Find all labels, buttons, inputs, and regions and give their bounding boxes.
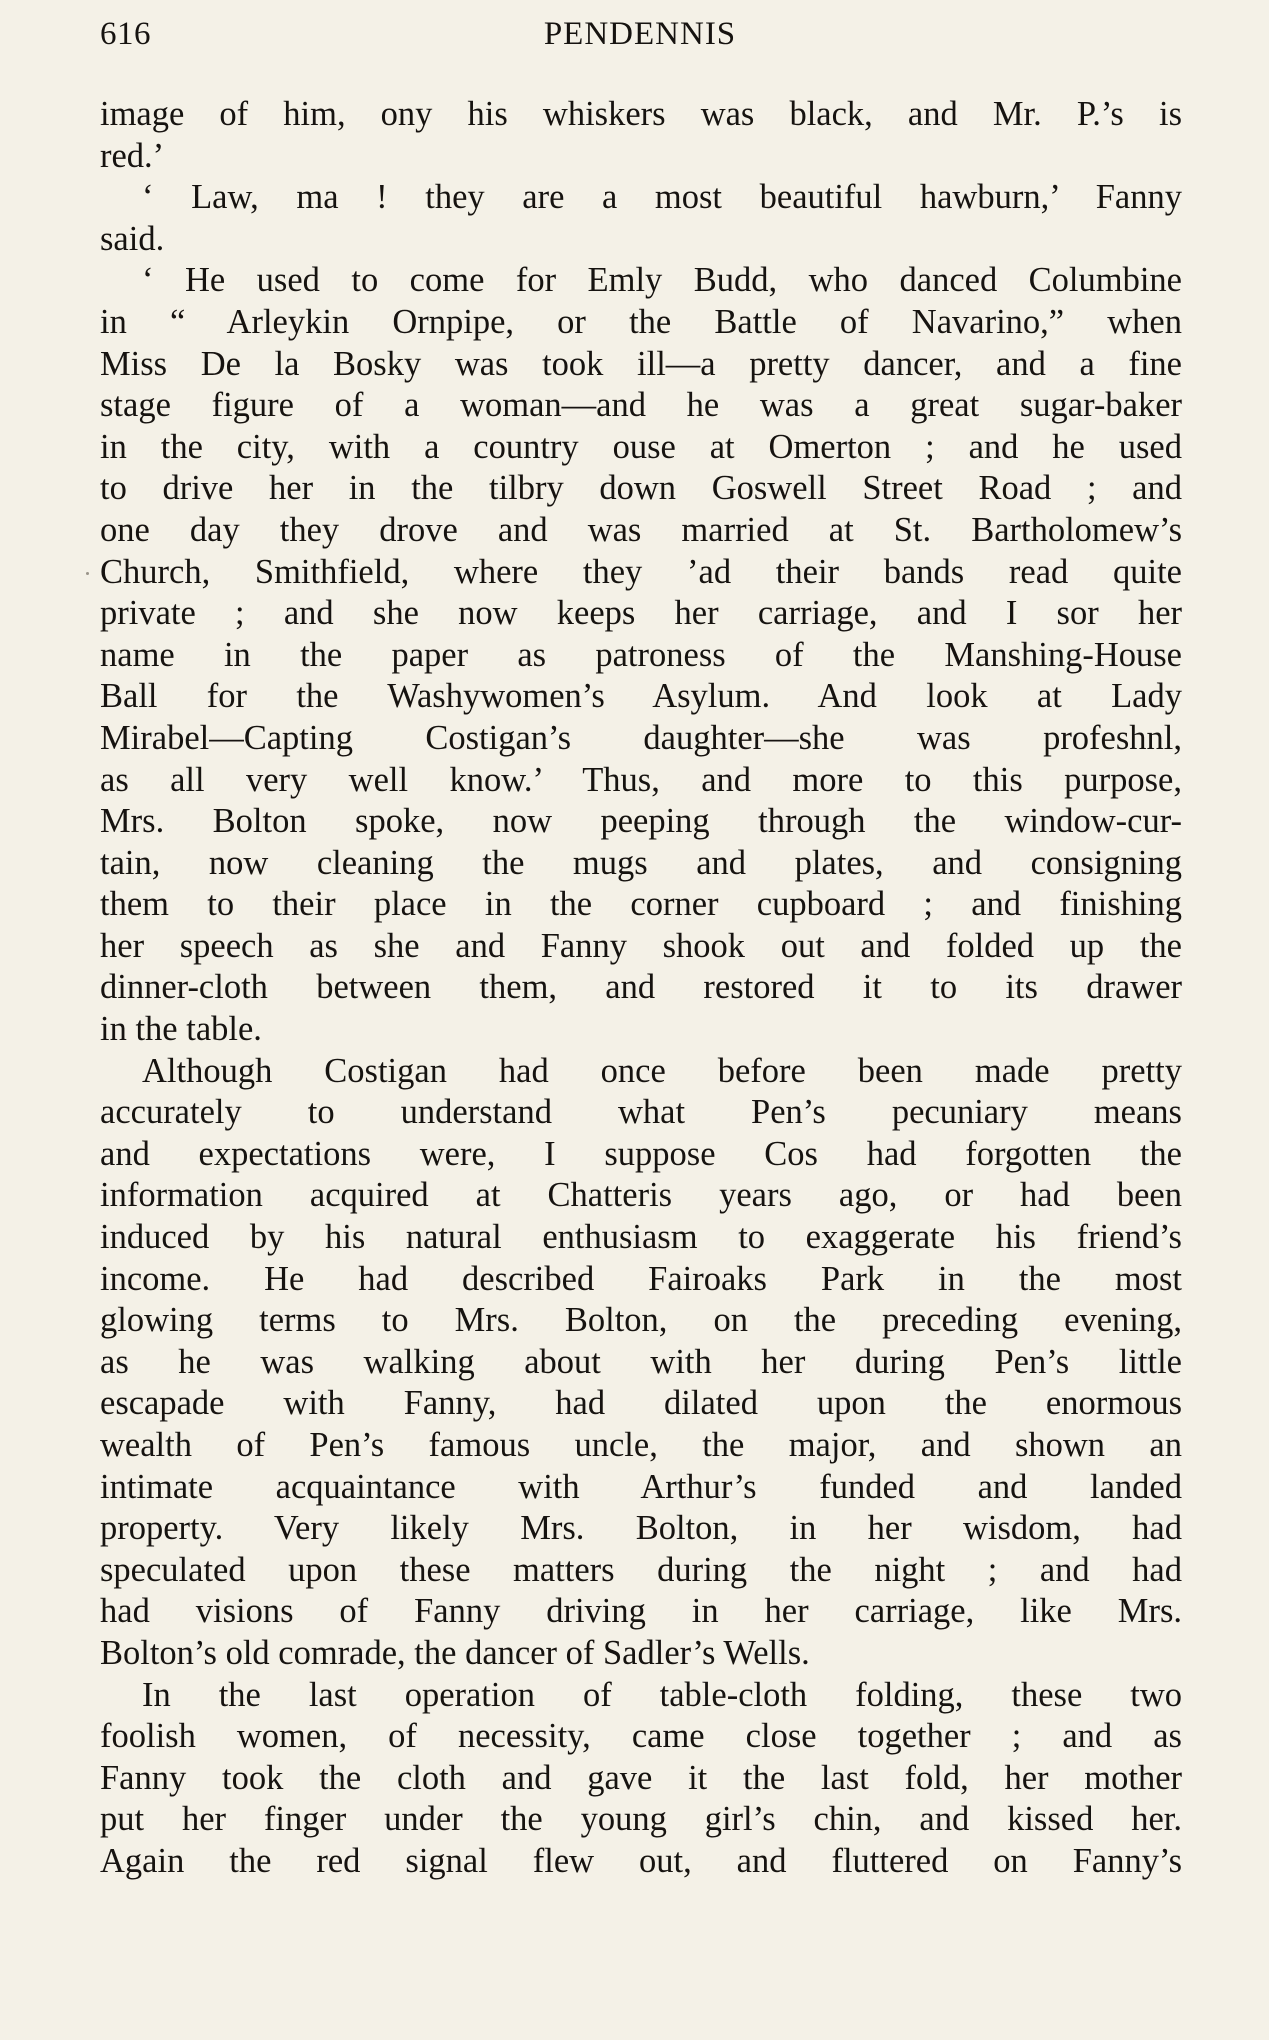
text-line: In the last operation of table-cloth folding, these two [142,1675,1182,1714]
text-line: intimate acquaintance with Arthur’s funded and landed [100,1467,1182,1506]
text-line: speculated upon these matters during the night ; and had [100,1550,1182,1589]
text-line: Again the red signal flew out, and fluttered on Fanny’s [100,1841,1182,1880]
text-line: Bolton’s old comrade, the dancer of Sadler’s Wells. [100,1633,810,1672]
text-line: them to their place in the corner cupboard ; and finishing [100,885,1182,924]
text-line: foolish women, of necessity, came close together ; and as [100,1717,1182,1756]
text-line: one day they drove and was married at St. Bartholomew’s [100,510,1182,549]
text-line: property. Very likely Mrs. Bolton, in her wisdom, had [100,1509,1182,1548]
running-title: PENDENNIS [543,16,737,52]
running-head [100,16,1180,66]
text-line: said. [100,219,165,258]
text-line: name in the paper as patroness of the Manshing-House [100,635,1182,674]
text-line: tain, now cleaning the mugs and plates, and consigning [100,843,1182,882]
paragraph [100,94,1182,177]
text-line: ‘ Law, ma ! they are a most beautiful hawburn,’ Fanny [142,178,1182,217]
text-line: Mirabel—Capting Costigan’s daughter—she was profeshnl, [100,718,1182,757]
text-line: escapade with Fanny, had dilated upon the enormous [100,1384,1182,1423]
margin-dot [86,572,89,575]
text-line: put her finger under the young girl’s chin, and kissed her. [100,1800,1182,1839]
text-line: as he was walking about with her during Pen’s little [100,1342,1182,1381]
text-line: wealth of Pen’s famous uncle, the major, and shown an [100,1426,1182,1464]
text-line: had visions of Fanny driving in her carriage, like Mrs. [100,1592,1182,1631]
text-line: her speech as she and Fanny shook out and folded up the [100,926,1182,965]
paragraph [100,260,1182,1050]
paragraph [100,177,1182,260]
text-line: Church, Smithfield, where they ’ad their bands read quite [100,552,1182,591]
text-line: in the city, with a country ouse at Omerton ; and he used [100,427,1182,466]
text-line: private ; and she now keeps her carriage, and I sor her [100,594,1182,633]
text-line: in the table. [100,1010,262,1049]
body-text [100,94,1182,1883]
text-line: Although Costigan had once before been made pretty [142,1051,1182,1090]
text-line: income. He had described Fairoaks Park in the most [100,1259,1182,1298]
page-number: 616 [100,16,151,52]
paragraph [100,1051,1182,1675]
text-line: stage figure of a woman—and he was a great sugar-baker [100,386,1182,425]
text-line: dinner-cloth between them, and restored it to its drawer [100,968,1182,1007]
text-line: Miss De la Bosky was took ill—a pretty dancer, and a fine [100,344,1182,383]
text-line: glowing terms to Mrs. Bolton, on the preceding evening, [100,1301,1182,1340]
text-line: Mrs. Bolton spoke, now peeping through the window-cur- [100,802,1182,841]
text-line: Fanny took the cloth and gave it the last fold, her mother [100,1758,1182,1797]
text-line: induced by his natural enthusiasm to exaggerate his friend’s [100,1218,1182,1257]
text-line: image of him, ony his whiskers was black, and Mr. P.’s is [100,95,1182,133]
text-line: and expectations were, I suppose Cos had forgotten the [100,1134,1182,1173]
text-line: ‘ He used to come for Emly Budd, who danced Columbine [142,261,1182,300]
text-line: red.’ [100,136,165,175]
text-line: in “ Arleykin Ornpipe, or the Battle of Navarino,” when [100,302,1182,341]
text-line: Ball for the Washywomen’s Asylum. And look at Lady [100,677,1182,716]
text-line: accurately to understand what Pen’s pecuniary means [100,1093,1182,1132]
text-line: as all very well know.’ Thus, and more to this purpose, [100,760,1182,799]
text-line: information acquired at Chatteris years ago, or had been [100,1176,1182,1215]
paragraph [100,1675,1182,1883]
text-line: to drive her in the tilbry down Goswell Street Road ; and [100,469,1182,508]
